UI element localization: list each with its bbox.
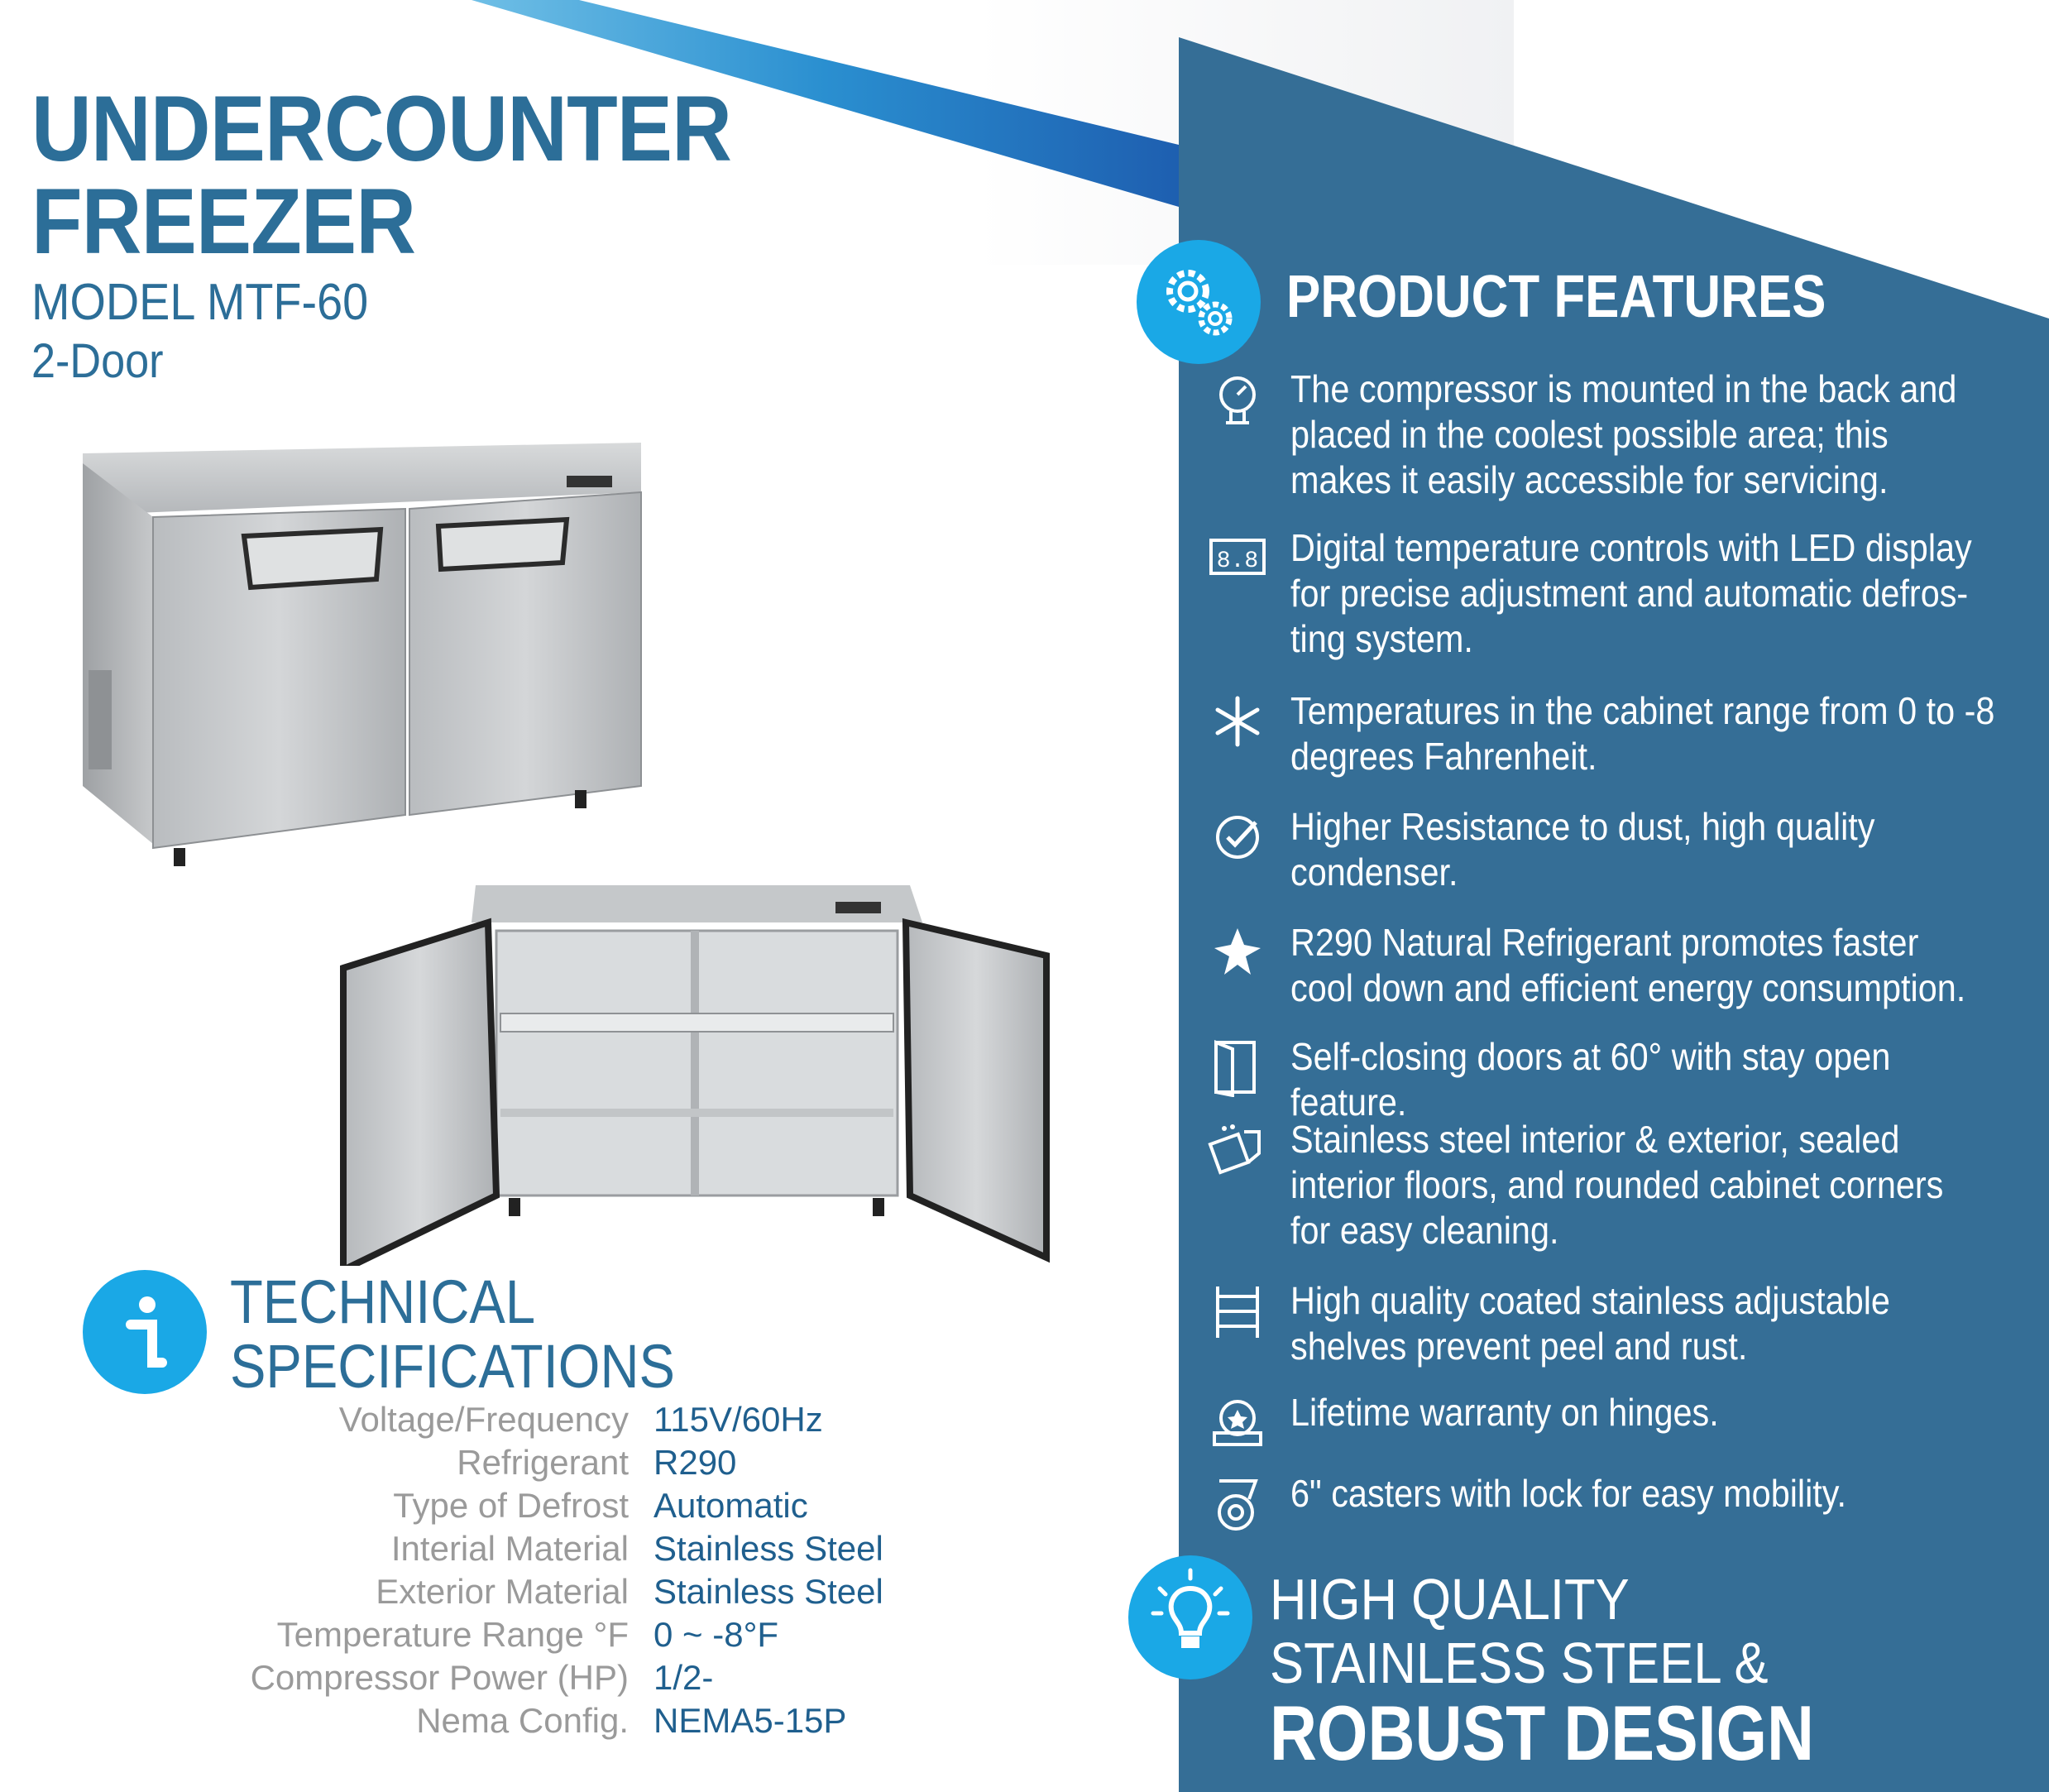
feature-text-line: for precise adjustment and automatic defros- <box>1290 572 1969 615</box>
leaf-icon <box>1208 923 1267 983</box>
spec-label: Compressor Power (HP) <box>250 1658 629 1697</box>
spec-label: Interial Material <box>390 1529 629 1568</box>
feature-text-line: High quality coated stainless adjustable <box>1290 1279 1890 1322</box>
feature-text-line: interior floors, and rounded cabinet corners <box>1290 1163 1944 1206</box>
spec-row <box>116 1484 943 1527</box>
spec-label: Temperature Range °F <box>276 1615 629 1654</box>
spec-label: Exterior Material <box>376 1572 629 1611</box>
spec-value: Stainless Steel <box>653 1572 883 1611</box>
tagline-line-2: STAINLESS STEEL & <box>1270 1631 1769 1695</box>
feature-text-line: Higher Resistance to dust, high quality <box>1290 805 1875 848</box>
spec-value: NEMA5-15P <box>653 1701 847 1740</box>
feature-text-line: placed in the coolest possible area; this <box>1290 413 1889 456</box>
spec-value: 0 ~ -8°F <box>653 1615 779 1654</box>
feature-text-line: Digital temperature controls with LED display <box>1290 526 1972 569</box>
spec-value: Automatic <box>653 1486 808 1525</box>
lightbulb-icon <box>1128 1555 1252 1679</box>
feature-text-line: degrees Fahrenheit. <box>1290 735 1597 778</box>
feature-text-line: for easy cleaning. <box>1290 1209 1559 1252</box>
spec-value: 115V/60Hz <box>653 1400 823 1439</box>
tech-title-line-1: TECHNICAL <box>230 1267 536 1336</box>
feature-text-line: condenser. <box>1290 850 1458 894</box>
freezer-closed-image <box>79 438 649 869</box>
feature-text-line: shelves prevent peel and rust. <box>1290 1325 1748 1368</box>
spec-row <box>116 1613 943 1656</box>
spec-row <box>116 1699 943 1742</box>
tech-title-line-2: SPECIFICATIONS <box>230 1332 675 1401</box>
tagline-line-1: HIGH QUALITY <box>1270 1567 1630 1631</box>
feature-text-line: makes it easily accessible for servicing. <box>1290 458 1889 501</box>
title-line-1: UNDERCOUNTER <box>31 77 731 180</box>
svg-text:8.8: 8.8 <box>1216 549 1259 574</box>
spec-row <box>116 1441 943 1484</box>
led-display-icon <box>1208 529 1267 588</box>
feature-text-line: Stainless steel interior & exterior, sealed <box>1290 1118 1900 1161</box>
spec-row <box>116 1527 943 1570</box>
tagline-line-3: ROBUST DESIGN <box>1270 1689 1815 1776</box>
tech-specs-title <box>230 1267 675 1401</box>
feature-text-line: 6" casters with lock for easy mobility. <box>1290 1472 1846 1515</box>
product-title <box>31 77 850 273</box>
feature-text-line: Lifetime warranty on hinges. <box>1290 1391 1719 1434</box>
spec-value: Stainless Steel <box>653 1529 883 1568</box>
feature-text-line: The compressor is mounted in the back and <box>1290 367 1957 410</box>
freezer-open-image <box>339 869 1051 1266</box>
model-number: MODEL MTF-60 <box>31 274 369 331</box>
check-icon <box>1208 807 1267 867</box>
caster-icon <box>1208 1474 1267 1534</box>
door-icon <box>1208 1037 1267 1097</box>
spec-label: Type of Defrost <box>393 1486 629 1525</box>
feature-text-line: ting system. <box>1290 617 1473 660</box>
feature-text-line: Self-closing doors at 60° with stay open feature. <box>1290 1035 1891 1124</box>
snowflake-icon <box>1208 692 1267 751</box>
spec-value: R290 <box>653 1443 737 1482</box>
feature-text-line: R290 Natural Refrigerant promotes faster <box>1290 921 1919 964</box>
spec-label: Refrigerant <box>457 1443 629 1482</box>
spec-row <box>116 1570 943 1613</box>
spec-row <box>116 1656 943 1699</box>
feature-text-line: cool down and efficient energy consumption. <box>1290 966 1966 1009</box>
warranty-icon <box>1208 1393 1267 1453</box>
spec-row <box>116 1398 943 1441</box>
spec-value: 1/2- <box>653 1658 714 1697</box>
info-icon <box>83 1270 207 1394</box>
door-count: 2-Door <box>31 334 164 388</box>
spec-table <box>116 1398 943 1742</box>
spec-label: Nema Config. <box>416 1701 629 1740</box>
feature-text-line: Temperatures in the cabinet range from 0 to -8 <box>1290 689 1995 732</box>
gears-icon <box>1137 240 1261 364</box>
title-line-2: FREEZER <box>31 170 416 273</box>
shelves-icon <box>1208 1282 1267 1341</box>
compressor-icon <box>1208 370 1267 429</box>
cleaning-icon <box>1208 1120 1267 1180</box>
spec-label: Voltage/Frequency <box>338 1400 629 1439</box>
features-title: PRODUCT FEATURES <box>1286 264 1826 330</box>
